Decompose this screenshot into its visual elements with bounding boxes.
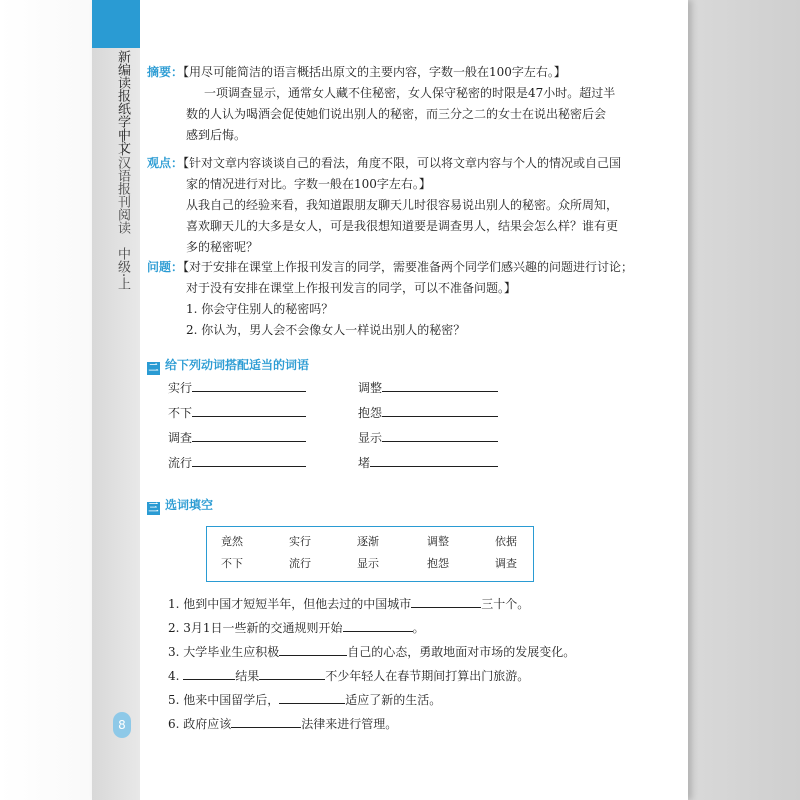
verb-right: 显示: [358, 431, 383, 445]
answer-blank[interactable]: [279, 690, 345, 704]
word-bank-item: 依据: [495, 535, 517, 548]
pair-row: [358, 428, 498, 447]
word-bank-item: 流行: [289, 557, 311, 570]
pair-row: [168, 428, 306, 447]
opinion-instruction-row: [147, 153, 621, 174]
sentence: [168, 594, 529, 613]
word-bank-item: 抱怨: [427, 557, 449, 570]
section3-heading: [147, 497, 213, 515]
sentence: [168, 666, 529, 685]
answer-blank[interactable]: [279, 642, 347, 656]
answer-blank[interactable]: [259, 666, 325, 680]
pair-row: [168, 453, 306, 472]
word-bank-item: 逐渐: [357, 535, 379, 548]
sentence-text: 不少年轻人在春节期间打算出门旅游。: [325, 669, 530, 683]
page-number: 8: [113, 712, 131, 738]
sentence-text: 6. 政府应该: [168, 717, 232, 731]
pair-row: [168, 378, 306, 397]
answer-blank[interactable]: [192, 428, 306, 442]
pair-row: [358, 453, 498, 472]
word-bank-item: 调整: [427, 535, 449, 548]
verb-right: 抱怨: [358, 406, 383, 420]
summary-instruction: 【用尽可能简洁的语言概括出原文的主要内容，字数一般在100字左右。】: [183, 65, 566, 79]
sentence-text: 法律来进行管理。: [301, 717, 398, 731]
questions-instruction-row: [147, 257, 633, 278]
word-bank-item: 显示: [357, 557, 379, 570]
summary-line: 数的人认为喝酒会促使她们说出别人的秘密，而三分之二的女士在说出秘密后会: [186, 107, 607, 121]
corner-tab: [92, 0, 140, 48]
sentence: [168, 714, 397, 733]
summary-line: 感到后悔。: [186, 128, 247, 142]
sentence-text: 。: [412, 621, 425, 635]
sentence-text: 2. 3月1日一些新的交通规则开始: [168, 621, 343, 635]
summary-instruction-row: [147, 62, 566, 83]
answer-blank[interactable]: [411, 594, 481, 608]
answer-blank[interactable]: [192, 403, 306, 417]
sentence-text: 适应了新的生活。: [345, 693, 442, 707]
questions-instruction: 【对于安排在课堂上作报刊发言的同学，需要准备两个同学们感兴趣的问题进行讨论；: [183, 260, 634, 274]
word-bank-item: 实行: [289, 535, 311, 548]
word-bank-item: 竟然: [221, 535, 243, 548]
verb-right: 堵: [358, 456, 371, 470]
sentence-text: 结果: [235, 669, 260, 683]
pair-row: [358, 378, 498, 397]
answer-blank[interactable]: [370, 453, 498, 467]
sentence-text: 1. 他到中国才短短半年，但他去过的中国城市: [168, 597, 412, 611]
answer-blank[interactable]: [192, 378, 306, 392]
word-bank-item: 不下: [221, 557, 243, 570]
sentence-text: 自己的心态，勇敢地面对市场的发展变化。: [347, 645, 576, 659]
sentence: [168, 618, 425, 637]
sentence: [168, 642, 575, 661]
sentence-text: 3. 大学毕业生应积极: [168, 645, 280, 659]
answer-blank[interactable]: [192, 453, 306, 467]
answer-blank[interactable]: [183, 666, 235, 680]
summary-line: 一项调查显示，通常女人藏不住秘密，女人保守秘密的时限是47小时。超过半: [204, 86, 616, 100]
summary-label: 摘要：: [147, 65, 184, 79]
section2-title: 给下列动词搭配适当的词语: [165, 358, 310, 372]
sentence: [168, 690, 441, 709]
sentence-text: 4.: [168, 669, 184, 683]
sentence-text: 5. 他来中国留学后，: [168, 693, 280, 707]
opinion-line: 从我自己的经验来看，我知道跟朋友聊天儿时很容易说出别人的秘密。众所周知，: [186, 198, 619, 212]
questions-instruction-line: 对于没有安排在课堂上作报刊发言的同学，可以不准备问题。】: [186, 281, 517, 295]
opinion-line: 喜欢聊天儿的大多是女人，可是我很想知道要是调查男人，结果会怎么样？谁有更: [186, 219, 619, 233]
book-title: 新编读报纸学中文: [115, 50, 130, 154]
sentence-text: 三十个。: [481, 597, 530, 611]
question-item: 2. 你认为，男人会不会像女人一样说出别人的秘密？: [186, 323, 466, 337]
answer-blank[interactable]: [382, 403, 498, 417]
pair-row: [358, 403, 498, 422]
opinion-label: 观点：: [147, 156, 184, 170]
verb-left: 流行: [168, 456, 193, 470]
opinion-instruction-line: 家的情况进行对比。字数一般在100字左右。】: [186, 177, 431, 191]
pair-row: [168, 403, 306, 422]
verb-left: 不下: [168, 406, 193, 420]
verb-left: 实行: [168, 381, 193, 395]
verb-left: 调查: [168, 431, 193, 445]
opinion-instruction: 【针对文章内容谈谈自己的看法，角度不限，可以将文章内容与个人的情况或自己国: [183, 156, 622, 170]
book-subtitle: ——汉语报刊阅读 中级·上: [115, 130, 130, 291]
section3-number-badge: 三: [148, 503, 159, 514]
verb-right: 调整: [358, 381, 383, 395]
word-bank: [206, 526, 534, 582]
word-bank-item: 调查: [495, 557, 517, 570]
section2-heading: [147, 357, 309, 375]
section2-number-badge: 二: [148, 363, 159, 374]
answer-blank[interactable]: [231, 714, 301, 728]
section3-title: 选词填空: [165, 498, 214, 512]
opinion-line: 多的秘密呢？: [186, 240, 259, 254]
question-item: 1. 你会守住别人的秘密吗？: [186, 302, 334, 316]
answer-blank[interactable]: [382, 428, 498, 442]
answer-blank[interactable]: [382, 378, 498, 392]
answer-blank[interactable]: [343, 618, 413, 632]
questions-label: 问题：: [147, 260, 184, 274]
